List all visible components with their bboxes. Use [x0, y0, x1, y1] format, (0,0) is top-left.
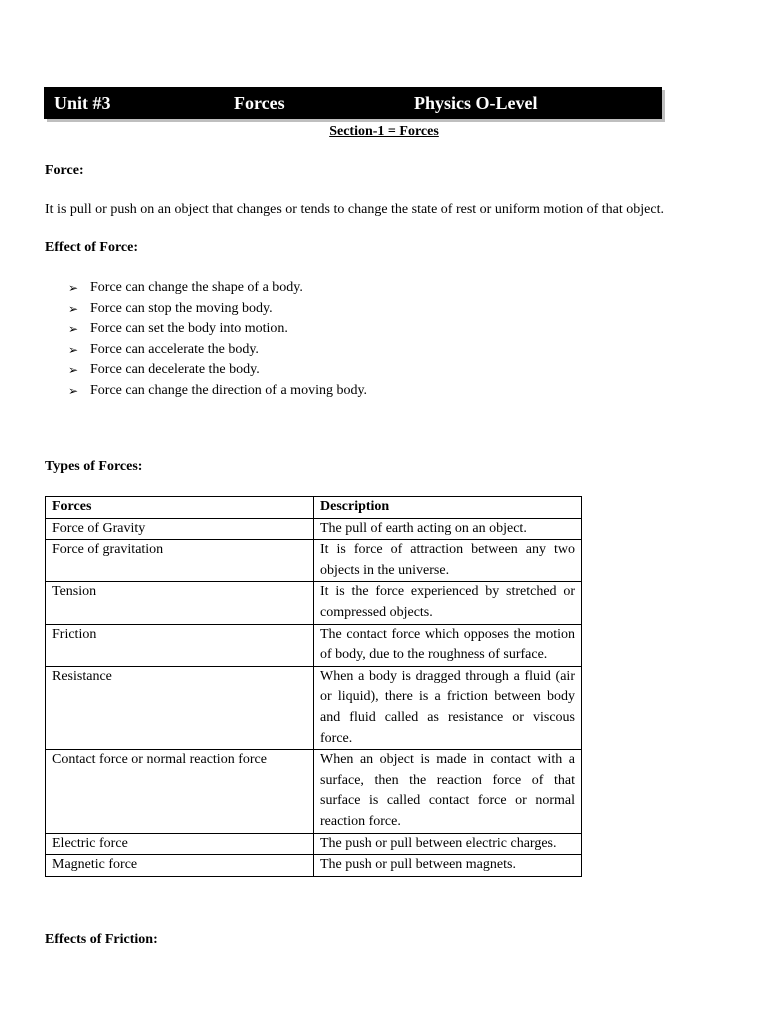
force-description-cell: The push or pull between electric charges.: [314, 833, 582, 855]
effect-of-force-list: [68, 278, 367, 402]
table-header-row: [46, 497, 582, 519]
section-title: Section-1 = Forces: [329, 124, 439, 139]
unit-subject: Physics O-Level: [414, 93, 538, 113]
column-header-description: Description: [314, 497, 582, 519]
force-description-cell: It is force of attraction between any two objects in the universe.: [314, 540, 582, 582]
list-item: [68, 340, 367, 361]
table-row: [46, 518, 582, 540]
force-description-cell: When a body is dragged through a fluid (air or liquid), there is a friction between body and fluid called as resistance or viscous force.: [314, 666, 582, 749]
force-name-cell: Tension: [46, 582, 314, 624]
arrow-bullet-icon: ➢: [68, 322, 79, 337]
force-description-cell: It is the force experienced by stretched or compressed objects.: [314, 582, 582, 624]
arrow-bullet-icon: ➢: [68, 301, 79, 316]
list-item: [68, 360, 367, 381]
force-description-cell: The push or pull between magnets.: [314, 855, 582, 877]
table-row: [46, 624, 582, 666]
unit-number: Unit #3: [54, 93, 111, 113]
types-of-forces-heading: Types of Forces:: [45, 459, 143, 474]
force-definition: It is pull or push on an object that changes or tends to change the state of rest or uniform motion of that object.: [45, 202, 664, 217]
force-name-cell: Contact force or normal reaction force: [46, 750, 314, 833]
list-item-text: Force can change the shape of a body.: [90, 280, 303, 295]
arrow-bullet-icon: ➢: [68, 342, 79, 357]
force-heading: Force:: [45, 163, 84, 178]
table-row: [46, 666, 582, 749]
force-name-cell: Magnetic force: [46, 855, 314, 877]
force-description-cell: The contact force which opposes the motion of body, due to the roughness of surface.: [314, 624, 582, 666]
list-item: [68, 299, 367, 320]
types-of-forces-table: [45, 496, 582, 877]
force-name-cell: Friction: [46, 624, 314, 666]
list-item-text: Force can stop the moving body.: [90, 300, 273, 316]
table-row: [46, 833, 582, 855]
column-header-forces: Forces: [46, 497, 314, 519]
list-item-text: Force can decelerate the body.: [90, 362, 260, 378]
force-name-cell: Force of gravitation: [46, 540, 314, 582]
arrow-bullet-icon: ➢: [68, 363, 79, 378]
arrow-bullet-icon: ➢: [68, 281, 79, 295]
force-description-cell: When an object is made in contact with a surface, then the reaction force of that surface is called contact force or normal reaction force.: [314, 750, 582, 833]
list-item: [68, 278, 367, 299]
unit-topic: Forces: [234, 93, 285, 113]
list-item: [68, 319, 367, 340]
table-row: [46, 855, 582, 877]
force-name-cell: Force of Gravity: [46, 518, 314, 540]
table-row: [46, 540, 582, 582]
list-item: [68, 381, 367, 402]
arrow-bullet-icon: ➢: [68, 383, 79, 398]
force-description-cell: The pull of earth acting on an object.: [314, 518, 582, 540]
force-name-cell: Resistance: [46, 666, 314, 749]
list-item-text: Force can change the direction of a moving body.: [90, 382, 368, 398]
table-row: [46, 582, 582, 624]
table-row: [46, 750, 582, 833]
unit-header-bar: [44, 87, 662, 119]
list-item-text: Force can set the body into motion.: [90, 321, 288, 337]
effect-of-force-heading: Effect of Force:: [45, 240, 139, 255]
force-name-cell: Electric force: [46, 833, 314, 855]
list-item-text: Force can accelerate the body.: [90, 341, 259, 357]
effects-of-friction-heading: Effects of Friction:: [45, 932, 158, 947]
